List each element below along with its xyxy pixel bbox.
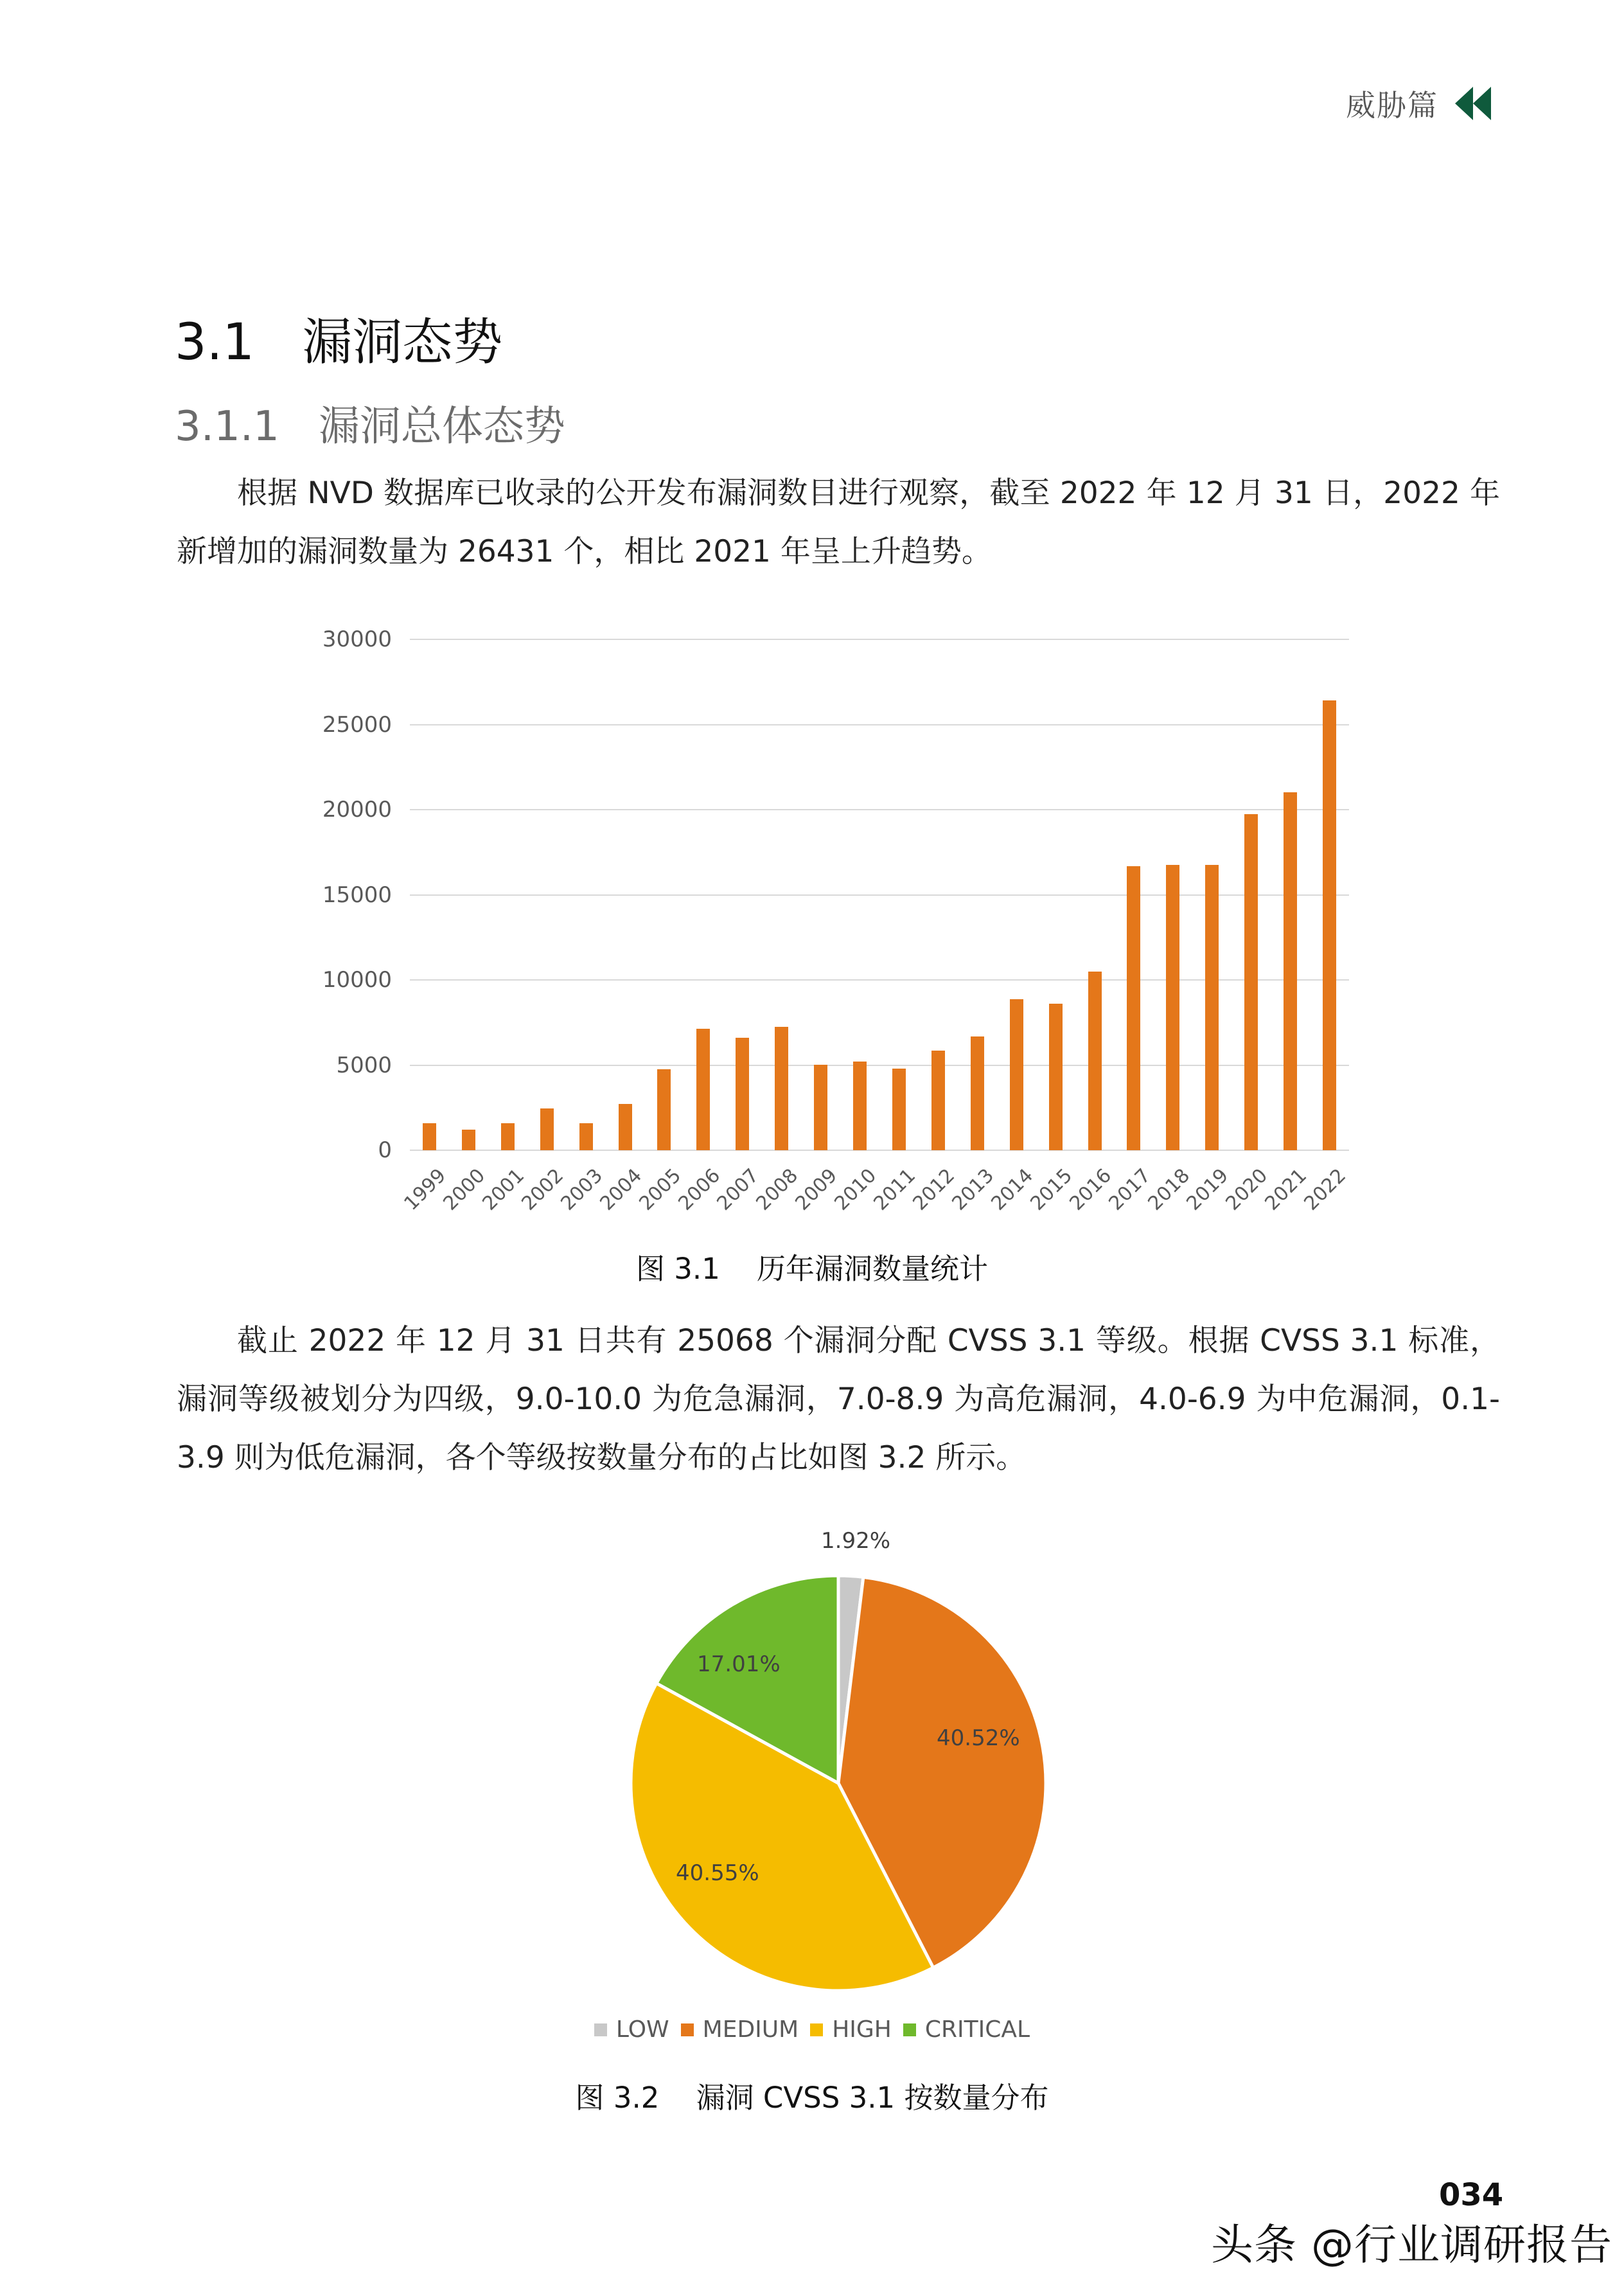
legend-label: MEDIUM (702, 2016, 799, 2043)
x-axis-tick-label: 2019 (1182, 1164, 1233, 1215)
bar-2010 (853, 1062, 867, 1150)
x-axis-tick-label: 2022 (1300, 1164, 1351, 1215)
x-axis-tick-label: 2002 (517, 1164, 568, 1215)
double-left-arrow-icon (1455, 87, 1492, 120)
x-axis-tick-label: 2011 (869, 1164, 921, 1215)
y-axis-tick-label: 30000 (322, 627, 392, 652)
x-axis-tick-label: 2004 (596, 1164, 646, 1215)
bar-2009 (814, 1065, 827, 1150)
y-axis-tick-label: 10000 (322, 967, 392, 993)
x-axis-tick-label: 2009 (791, 1164, 842, 1215)
pie-data-label-high: 40.55% (676, 1860, 759, 1886)
paragraph-cvss (177, 1311, 1500, 1487)
figure-caption-3-1: 图 3.1 历年漏洞数量统计 (635, 1252, 989, 1286)
x-axis-tick-label: 2015 (1026, 1164, 1077, 1215)
watermark: 头条 @行业调研报告 (1211, 2220, 1612, 2270)
gridline (410, 639, 1349, 640)
gridline (410, 724, 1349, 725)
subsection-title: 3.1.1 漏洞总体态势 (175, 403, 565, 450)
x-axis-tick-label: 2012 (908, 1164, 960, 1215)
bar-2000 (462, 1130, 475, 1150)
y-axis-tick-label: 5000 (336, 1052, 392, 1078)
section-header (1346, 82, 1492, 125)
x-axis-tick-label: 2021 (1260, 1164, 1312, 1215)
legend-swatch (681, 2023, 694, 2036)
x-axis-tick-label: 2000 (439, 1164, 490, 1215)
legend-label: LOW (615, 2016, 669, 2043)
bar-2013 (971, 1036, 984, 1150)
gridline (410, 809, 1349, 810)
legend-item-critical (903, 2016, 1030, 2043)
x-axis-tick-label: 2001 (478, 1164, 529, 1215)
bar-2016 (1088, 972, 1102, 1150)
bar-2020 (1244, 814, 1258, 1150)
legend-label: HIGH (832, 2016, 892, 2043)
bar-2022 (1323, 700, 1336, 1150)
x-axis-tick-label: 2003 (556, 1164, 607, 1215)
pie-data-label-low: 1.92% (821, 1528, 891, 1554)
x-axis-tick-label: 2013 (948, 1164, 999, 1215)
bar-2001 (501, 1123, 515, 1150)
bar-2011 (892, 1069, 906, 1150)
bar-2015 (1049, 1004, 1063, 1150)
x-axis-tick-label: 2005 (634, 1164, 685, 1215)
bar-2006 (696, 1029, 710, 1150)
section-title: 3.1 漏洞态势 (175, 314, 503, 371)
figure-caption-3-2: 图 3.2 漏洞 CVSS 3.1 按数量分布 (575, 2081, 1049, 2115)
paragraph-text: 截止 2022 年 12 月 31 日共有 25068 个漏洞分配 CVSS 3.1 等级。根据 CVSS 3.1 标准，漏洞等级被划分为四级，9.0-10.0 为危急漏洞，7.0-8.9 为高危漏洞，4.0-6.9 为中危漏洞，0.1-3.9 则为低危漏洞，各个等级按数量分布的占比如图 3.2 所示。 (177, 1323, 1500, 1475)
paragraph-intro (177, 464, 1500, 581)
pie-legend (0, 2016, 1624, 2043)
x-axis-tick-label: 2020 (1221, 1164, 1273, 1215)
pie-data-label-critical: 17.01% (697, 1651, 781, 1677)
bar-2017 (1127, 866, 1140, 1150)
legend-swatch (903, 2023, 916, 2036)
page-number: 034 (1439, 2177, 1504, 2213)
bar-2021 (1284, 792, 1297, 1150)
bar-2005 (657, 1069, 671, 1150)
pie-chart-cvss-distribution (617, 1529, 1066, 2024)
bar-chart-vulnerabilities-by-year (308, 617, 1375, 1214)
bar-2002 (540, 1108, 554, 1150)
pie-data-label-medium: 40.52% (937, 1725, 1020, 1751)
legend-swatch (810, 2023, 823, 2036)
bar-2004 (619, 1104, 632, 1150)
bar-2007 (736, 1038, 749, 1150)
legend-item-high (810, 2016, 892, 2043)
x-axis-tick-label: 2017 (1104, 1164, 1155, 1215)
legend-swatch (594, 2023, 607, 2036)
x-axis-tick-label: 1999 (400, 1164, 451, 1215)
paragraph-text: 根据 NVD 数据库已收录的公开发布漏洞数目进行观察，截至 2022 年 12 月 31 日，2022 年新增加的漏洞数量为 26431 个，相比 2021 年呈上升趋势。 (177, 476, 1500, 569)
x-axis-tick-label: 2006 (673, 1164, 725, 1215)
legend-label: CRITICAL (924, 2016, 1030, 2043)
x-axis-tick-label: 2007 (712, 1164, 764, 1215)
y-axis-tick-label: 15000 (322, 882, 392, 908)
y-axis-tick-label: 0 (378, 1137, 392, 1163)
x-axis-tick-label: 2010 (830, 1164, 881, 1215)
bar-1999 (423, 1123, 436, 1150)
x-axis-tick-label: 2016 (1065, 1164, 1116, 1215)
bar-2012 (931, 1051, 945, 1150)
y-axis-tick-label: 25000 (322, 711, 392, 738)
x-axis-tick-label: 2018 (1143, 1164, 1194, 1215)
bar-2018 (1166, 865, 1179, 1150)
bar-2003 (579, 1123, 593, 1150)
x-axis-tick-label: 2008 (752, 1164, 803, 1215)
bar-2014 (1010, 999, 1023, 1150)
legend-item-medium (681, 2016, 799, 2043)
section-label: 威胁篇 (1346, 88, 1438, 123)
legend-item-low (594, 2016, 669, 2043)
bar-2019 (1205, 865, 1219, 1150)
y-axis-tick-label: 20000 (322, 797, 392, 822)
x-axis-tick-label: 2014 (987, 1164, 1037, 1215)
bar-2008 (775, 1027, 788, 1150)
